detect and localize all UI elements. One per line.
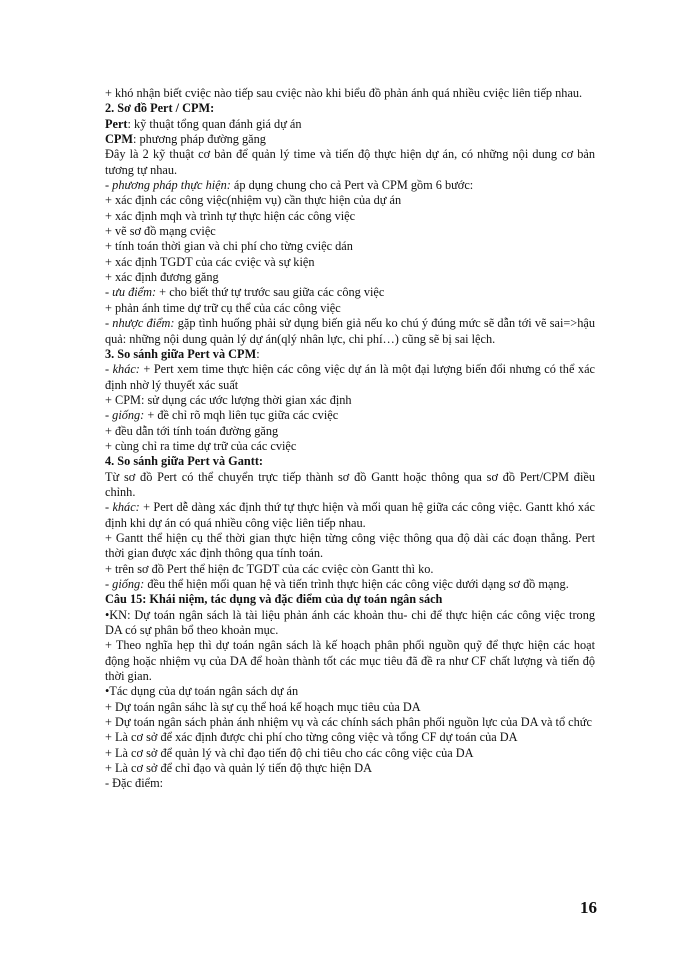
heading-question-15: Câu 15: Khái niệm, tác dụng và đặc điểm của dự toán ngân sách	[105, 592, 443, 607]
heading-colon: :	[256, 346, 260, 361]
text-line	[105, 285, 595, 300]
step-item: + vẽ sơ đồ mạng cviệc	[105, 224, 216, 239]
text-line: + Là cơ sở để quản lý và chỉ đạo tiến độ chi tiêu cho các công việc của DA	[105, 745, 474, 760]
text-line: + Gantt thể hiện cụ thể thời gian thực hiện từng công việc thông qua độ dài các đoạn thẳng. Pert thời gian được xác định thông qua tính toán.	[105, 530, 595, 561]
text-line: + Dự toán ngân sáhc là sự cụ thể hoá kế hoạch mục tiêu của DA	[105, 699, 421, 714]
term-disadvantage: - nhược điểm:	[105, 316, 175, 331]
step-item: + xác định TGDT của các cviệc và sự kiện	[105, 254, 315, 269]
text-line: + CPM: sử dụng các ước lượng thời gian xác định	[105, 392, 352, 407]
term-method: - phương pháp thực hiện:	[105, 178, 231, 193]
heading-pert-vs-cpm	[105, 347, 595, 362]
text-line: •KN: Dự toán ngân sách là tài liệu phản ánh các khoản thu- chi để thực hiện các công việc trong DA có sự phân bổ theo khoản mục.	[105, 607, 595, 638]
term-same: - giống:	[105, 408, 145, 423]
definition: + Pert xem time thực hiện các công việc dự án là một đại lượng biến đổi nhưng có thể xác định nhờ lý thuyết xác suất	[105, 362, 595, 392]
text-line: + đều dẫn tới tính toán đường găng	[105, 423, 279, 438]
text-line	[105, 500, 595, 531]
definition: áp dụng chung cho cả Pert và CPM gồm 6 bước:	[230, 178, 474, 193]
term-pert: Pert	[105, 116, 128, 131]
text-line: + Dự toán ngân sách phản ánh nhiệm vụ và các chính sách phân phối nguồn lực của DA và tổ chức	[105, 715, 592, 730]
heading-pert-cpm: 2. Sơ đồ Pert / CPM:	[105, 101, 215, 116]
text-line: Từ sơ đồ Pert có thể chuyển trực tiếp thành sơ đồ Gantt hoặc thông qua sơ đồ Pert/CPM điều chỉnh.	[105, 469, 595, 499]
step-item: + tính toán thời gian và chi phí cho từng cviệc dán	[105, 239, 353, 254]
step-item: + xác định các công việc(nhiệm vụ) cần thực hiện của dự án	[105, 193, 402, 208]
definition: : kỹ thuật tổng quan đánh giá dự án	[127, 116, 302, 131]
term-advantage: - ưu điểm:	[105, 285, 157, 300]
definition: + cho biết thứ tự trước sau giữa các công việc	[156, 285, 385, 300]
text-line	[105, 316, 595, 347]
definition: : phương pháp đường găng	[133, 132, 266, 147]
definition: + đề chỉ rõ mqh liên tục giữa các cviệc	[144, 408, 339, 423]
term-cpm: CPM	[105, 132, 133, 147]
text-line: Đây là 2 kỹ thuật cơ bản để quản lý time và tiến độ thực hiện dự án, có những nội dung cơ bản tương tự nhau.	[105, 147, 595, 177]
heading-text: 3. So sánh giữa Pert và CPM	[105, 346, 257, 361]
definition: gặp tình huống phải sử dụng biến giả nếu ko chú ý đúng mức sẽ dẫn tới vẽ sai=>hậu quả: những nội dung quản lý dự án(qlý nhân lực, chi phí…) cũng sẽ bị sai lệch.	[105, 316, 595, 346]
page-number: 16	[580, 898, 597, 917]
text-line: + phản ánh time dự trữ cụ thể của các công việc	[105, 300, 341, 315]
step-item: + xác định đương găng	[105, 270, 219, 285]
text-line: + trên sơ đồ Pert thể hiện đc TGDT của các cviệc còn Gantt thì ko.	[105, 561, 434, 576]
text-line: + khó nhận biết cviệc nào tiếp sau cviệc nào khi biểu đồ phản ánh quá nhiều cviệc liên tiếp nhau.	[105, 86, 583, 100]
definition: + Pert dễ dàng xác định thứ tự thực hiện và mối quan hệ giữa các công việc. Gantt khó xác định khi dự án có quá nhiều công việc liên tiếp nhau.	[105, 500, 595, 530]
step-item: + xác định mqh và trình tự thực hiện các công việc	[105, 208, 356, 223]
text-line	[105, 408, 595, 423]
heading-pert-vs-gantt: 4. So sánh giữa Pert và Gantt:	[105, 454, 264, 469]
text-line: + Theo nghĩa hẹp thì dự toán ngân sách là kế hoạch phân phối nguồn quỹ để thực hiện các hoạt động hoặc nhiệm vụ của DA để hoàn thành tốt các mục tiêu đã đề ra như CF chất lượng và tiến độ thời gian.	[105, 638, 595, 684]
term-same: - giống:	[105, 577, 145, 591]
text-line	[105, 117, 595, 132]
text-line	[105, 178, 595, 193]
text-line: + cùng chỉ ra time dự trữ của các cviệc	[105, 438, 297, 453]
text-line	[105, 577, 595, 592]
text-line: - Đặc điểm:	[105, 776, 164, 791]
term-different: - khác:	[105, 500, 140, 515]
document-body	[105, 86, 595, 792]
definition: đều thể hiện mối quan hệ và tiến trình thực hiện các công việc dưới dạng sơ đồ mạng.	[144, 577, 569, 591]
text-line: + Là cơ sở để xác định được chi phí cho từng công việc và tổng CF dự toán của DA	[105, 730, 518, 745]
text-line: •Tác dụng của dự toán ngân sách dự án	[105, 684, 299, 699]
text-line	[105, 362, 595, 393]
text-line: + Là cơ sở để chỉ đạo và quản lý tiến độ thực hiện DA	[105, 761, 373, 776]
term-different: - khác:	[105, 362, 140, 377]
text-line	[105, 132, 595, 147]
